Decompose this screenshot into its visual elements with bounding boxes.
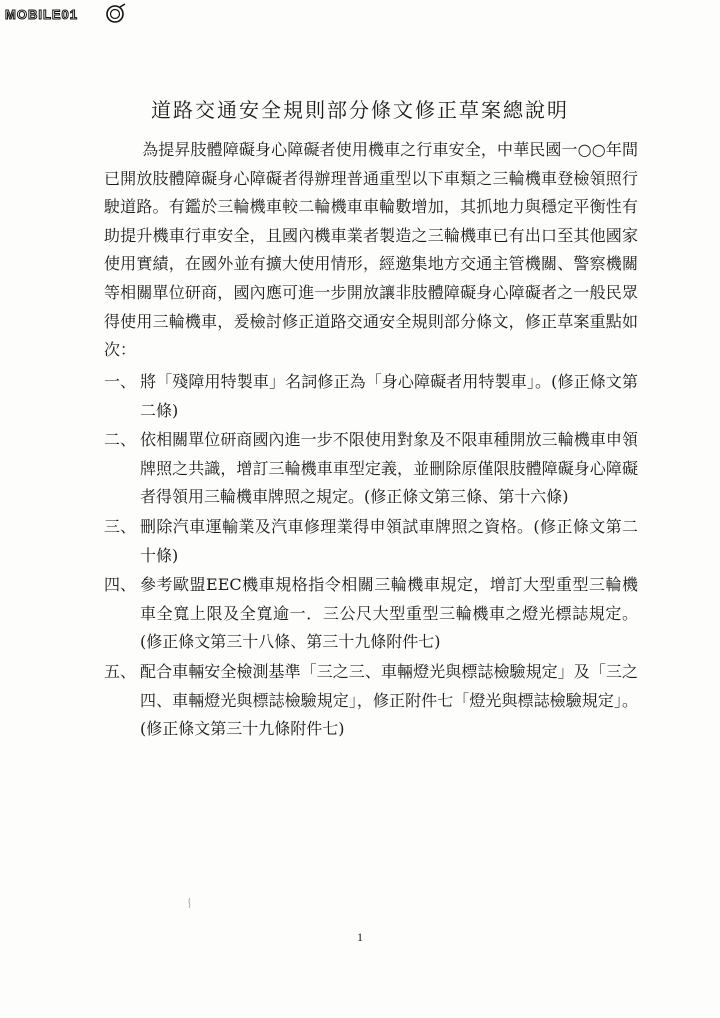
logo-text: MOBILE01 xyxy=(5,7,79,22)
list-item-number: 一、 xyxy=(104,372,137,391)
document-title: 道路交通安全規則部分條文修正草案總說明 xyxy=(151,98,569,122)
list-item-number: 四、 xyxy=(104,575,137,595)
list-item-text: 配合車輛安全檢測基準「三之三、車輛燈光與標誌檢驗規定」及「三之四、車輛燈光與標誌檢驗規定」，修正附件七「燈光與標誌檢驗規定」。(修正條文第三十九條附件七) xyxy=(140,661,638,739)
list-item-text: 刪除汽車運輸業及汽車修理業得申領試車牌照之資格。(修正條文第二十條) xyxy=(140,516,638,565)
scan-speck xyxy=(188,898,191,908)
list-item xyxy=(104,426,638,512)
list-item xyxy=(104,368,638,425)
list-item xyxy=(104,571,638,657)
list-item-text: 參考歐盟EEC機車規格指令相關三輪機車規定，增訂大型重型三輪機車全寬上限及全寬逾一．三公尺大型重型三輪機車之燈光標誌規定。(修正條文第三十八條、第三十九條附件七) xyxy=(140,575,638,652)
amendment-list xyxy=(104,368,638,745)
list-item-text: 依相關單位研商國內進一步不限使用對象及不限車種開放三輪機車申領牌照之共識，增訂三輪機車車型定義，並刪除原僅限肢體障礙身心障礙者得領用三輪機車牌照之規定。(修正條文第三條、第十六條) xyxy=(140,430,638,507)
list-item-text: 將「殘障用特製車」名詞修正為「身心障礙者用特製車」。(修正條文第二條) xyxy=(140,372,638,420)
list-item-number: 三、 xyxy=(104,516,137,536)
intro-text: 為提昇肢體障礙身心障礙者使用機車之行車安全，中華民國一○○年間已開放肢體障礙身心障礙者得辦理普通重型以下車類之三輪機車登檢領照行駛道路。有鑑於三輪機車較二輪機車車輪數增加，其抓地力與穩定平衡性有助提升機車行車安全，且國內機車業者製造之三輪機車已有出口至其他國家使用實績，在國外並有擴大使用情形，經邀集地方交通主管機關、警察機關等相關單位研商，國內應可進一步開放讓非肢體障礙身心障礙者之一般民眾得使用三輪機車，爰檢討修正道路交通安全規則部分條文，修正草案重點如次： xyxy=(104,140,638,360)
list-item xyxy=(104,658,638,744)
intro-paragraph xyxy=(104,136,638,365)
list-item-number: 五、 xyxy=(104,661,137,681)
page-number: 1 xyxy=(357,930,363,944)
list-item xyxy=(104,513,638,570)
mobile01-logo-icon xyxy=(107,4,125,22)
list-item-number: 二、 xyxy=(104,430,137,450)
mobile01-logo xyxy=(4,3,128,25)
